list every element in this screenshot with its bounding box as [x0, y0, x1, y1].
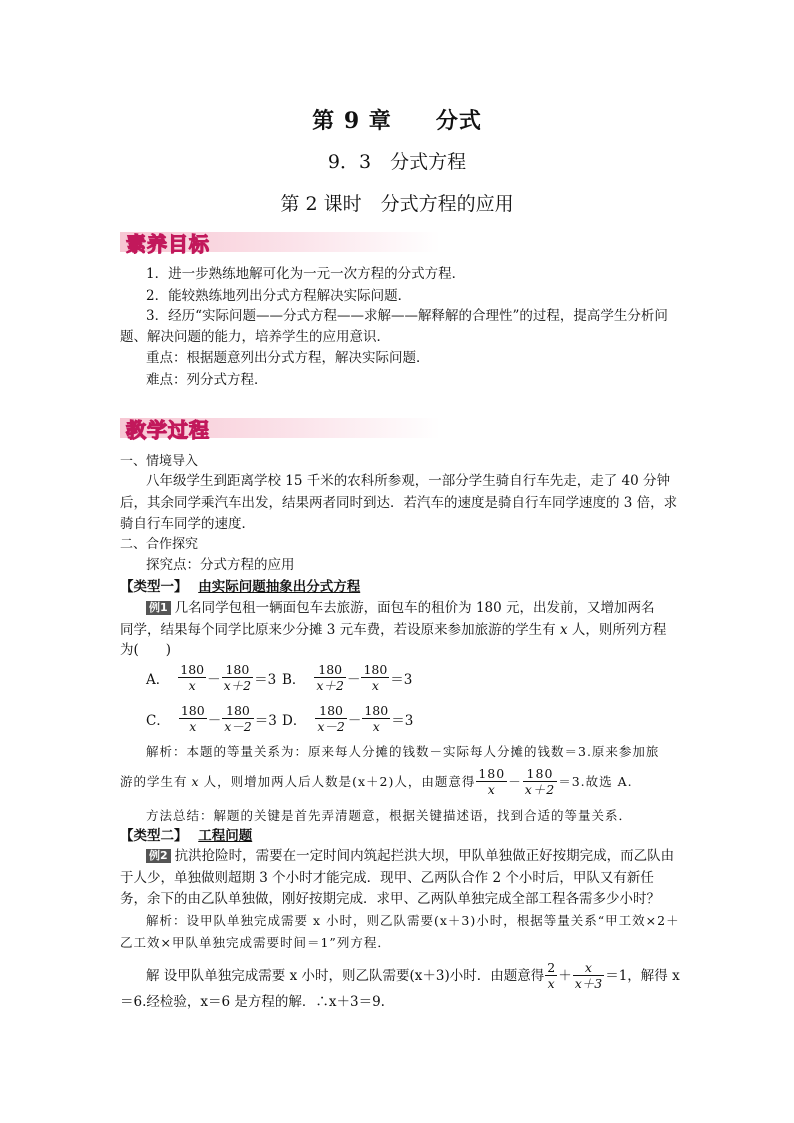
lesson-title: 第 2 课时 分式方程的应用	[280, 193, 514, 215]
goal-item-2: 2．能较熟练地列出分式方程解决实际问题．	[146, 288, 412, 304]
section-1-heading: 一、情境导入	[120, 454, 199, 469]
goals-banner	[120, 228, 440, 256]
process-banner-label: 教学过程	[126, 418, 210, 442]
type-1-label: 【类型一】	[120, 579, 188, 595]
goals-banner-label: 素养目标	[126, 232, 210, 256]
example-1-line-1	[146, 598, 655, 618]
section-1-text: 八年级学生到距离学校 15 千米的农科所参观，一部分学生骑自行车先走，走了 40 分钟后，其余同学乘汽车出发，结果两者同时到达．若汽车的速度是骑自行车同学速度的 3 倍，求骑自行车同学的速度．	[120, 473, 678, 532]
option-a-label: A．	[146, 671, 170, 688]
fraction: $\frac{180}{x}$	[364, 703, 389, 734]
analysis-2: 解析：设甲队单独完成需要 x 小时，则乙队需要(x＋3)小时，根据等量关系“甲工效×2＋乙工效×甲队单独完成需要时间＝1”列方程．	[120, 913, 680, 950]
variable-x: x	[559, 622, 568, 638]
example-2-badge: 例2	[146, 849, 171, 863]
solution-line-2: ＝6.经检验，x＝6 是方程的解．∴x＋3＝9.	[120, 994, 385, 1010]
type-2-label: 【类型二】	[120, 828, 188, 844]
fraction: $\frac{x}{x+3}$	[574, 960, 603, 991]
fraction: $\frac{180}{x}$	[478, 766, 506, 797]
chapter-number: 第 9 章	[312, 108, 392, 134]
option-b-label: B．	[282, 671, 306, 688]
analysis-1-line-1: 解析：本题的等量关系为：原来每人分摊的钱数－实际每人分摊的钱数＝3.原来参加旅	[146, 744, 660, 759]
fraction: $\frac{180}{x+2}$	[524, 766, 556, 797]
chapter-name: 分式	[435, 108, 482, 134]
example-1-line-2	[120, 620, 666, 640]
type-1-heading	[120, 577, 360, 597]
example-1-text-2a: 同学，结果每个同学比原来少分摊 3 元车费，若设原来参加旅游的学生有	[120, 622, 556, 638]
process-banner	[120, 414, 440, 442]
type-2-heading	[120, 826, 252, 846]
solution-line-1: 解 设甲队单独完成需要 x 小时，则乙队需要(x＋3)小时．由题意得 $\frac{2}{x}$ ＋ $\frac{x}{x+3}$ ＝1，解得 x	[146, 960, 680, 991]
option-d-label: D．	[282, 712, 307, 729]
option-d: D． $\frac{180}{x-2}$ － $\frac{180}{x}$ ＝3	[282, 703, 414, 734]
analysis-1-line-2: 游的学生有 x 人，则增加两人后人数是(x＋2)人，由题意得 $\frac{180}{x}$ － $\frac{180}{x+2}$ ＝3.故选 A.	[120, 766, 633, 797]
fraction: $\frac{180}{x+2}$	[316, 662, 344, 693]
fraction: $\frac{180}{x-2}$	[317, 703, 345, 734]
fraction: $\frac{2}{x}$	[547, 960, 556, 991]
exploration-point: 探究点：分式方程的应用	[146, 557, 295, 573]
section-2-heading: 二、合作探究	[120, 537, 199, 552]
type-1-title: 由实际问题抽象出分式方程	[198, 579, 361, 595]
fraction: $\frac{180}{x+2}$	[223, 662, 252, 693]
goal-key-point: 重点：根据题意列出分式方程，解决实际问题．	[146, 350, 430, 366]
goal-difficult-point: 难点：列分式方程．	[146, 372, 268, 388]
example-1-text-1: 几名同学包租一辆面包车去旅游，面包车的租价为 180 元，出发前，又增加两名	[174, 600, 655, 616]
example-1-line-3: 为( )	[120, 642, 172, 658]
fraction: $\frac{180}{x}$	[363, 662, 388, 693]
fraction: $\frac{180}{x}$	[180, 703, 205, 734]
example-2-text: 例2 抗洪抢险时，需要在一定时间内筑起拦洪大坝，甲队单独做正好按期完成，而乙队由于人少，单独做则超期 3 个小时才能完成．现甲、乙两队合作 2 个小时后，甲队又有新任务，余下的由乙队单独做，刚好按期完成．求甲、乙两队单独完成全部工程各需多少小时？	[120, 848, 675, 907]
option-c: C． $\frac{180}{x}$ － $\frac{180}{x-2}$ ＝3	[146, 703, 277, 734]
goal-item-1: 1．进一步熟练地解可化为一元一次方程的分式方程．	[146, 266, 466, 282]
option-c-label: C．	[146, 712, 170, 729]
method-summary-1: 方法总结：解题的关键是首先弄清题意，根据关键描述语，找到合适的等量关系．	[146, 808, 633, 823]
option-b: B． $\frac{180}{x+2}$ － $\frac{180}{x}$ ＝3	[282, 662, 413, 693]
fraction: $\frac{180}{x}$	[180, 662, 205, 693]
goal-item-3: 3．经历“实际问题——分式方程——求解——解释解的合理性”的过程，提高学生分析问题、解决问题的能力，培养学生的应用意识．	[120, 308, 668, 345]
type-2-title: 工程问题	[198, 828, 253, 844]
section-title: 9．3 分式方程	[327, 151, 467, 173]
example-1-text-2b: 人，则所列方程	[571, 622, 667, 638]
option-a: A． $\frac{180}{x}$ － $\frac{180}{x+2}$ ＝3	[146, 662, 277, 693]
example-1-badge: 例1	[146, 601, 171, 615]
fraction: $\frac{180}{x-2}$	[224, 703, 252, 734]
chapter-title	[0, 104, 794, 135]
